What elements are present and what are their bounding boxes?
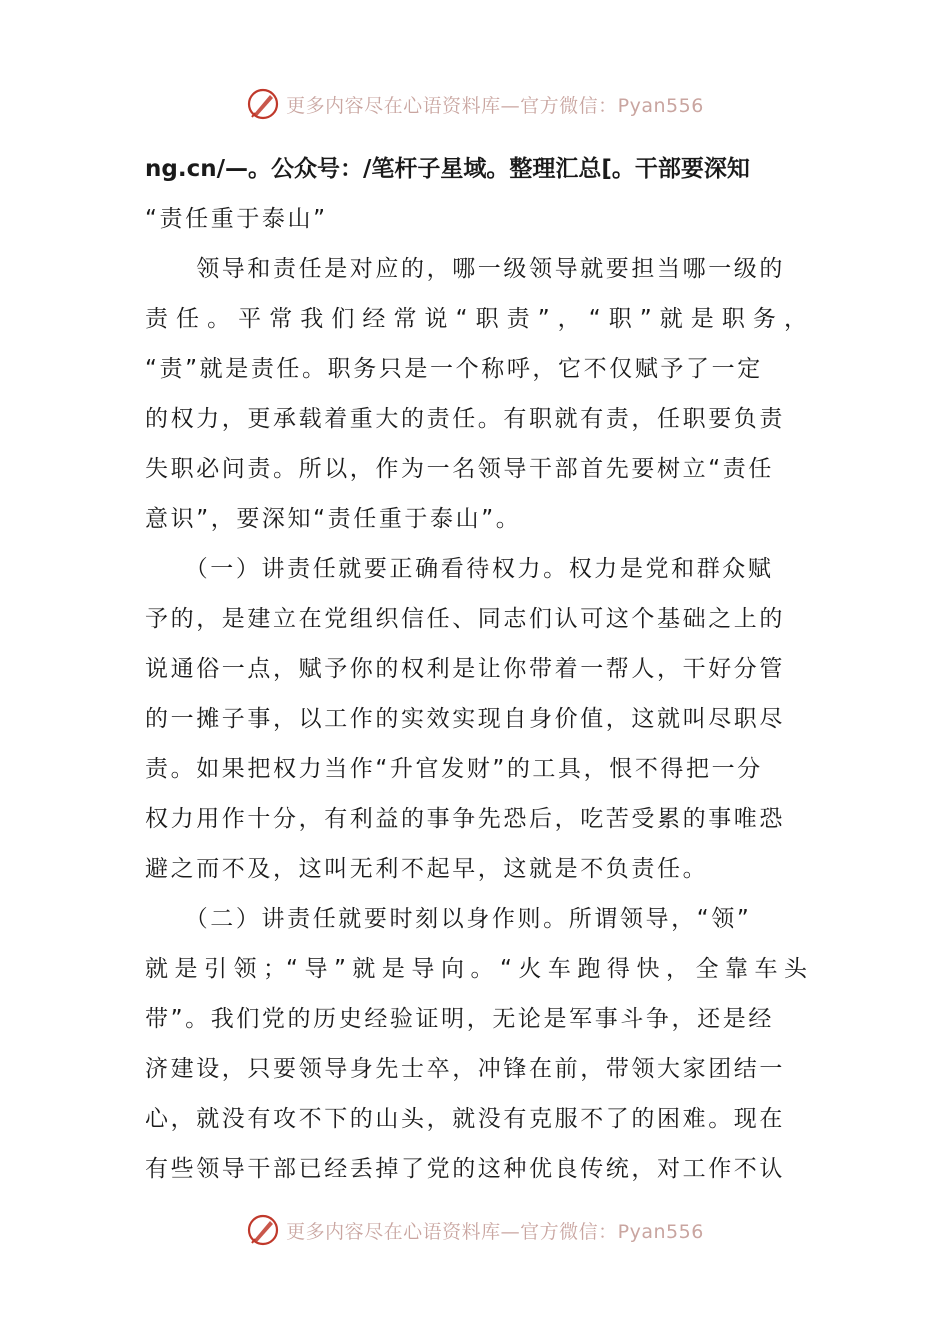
text-line: 责任。平常我们经常说“职责”，“职”就是职务， — [145, 306, 807, 332]
text-line: 权力用作十分，有利益的事争先恐后，吃苦受累的事唯恐 — [145, 806, 785, 832]
header-watermark — [0, 84, 950, 124]
text-line: 避之而不及，这叫无利不起早，这就是不负责任。 — [145, 856, 709, 882]
text-line: 心，就没有攻不下的山头，就没有克服不了的困难。现在 — [145, 1106, 785, 1132]
watermark-wechat-id: Pyan556 — [617, 94, 704, 117]
document-body — [145, 144, 807, 1194]
text-line: 带”。我们党的历史经验证明，无论是军事斗争，还是经 — [145, 1006, 774, 1032]
text-line: 的一摊子事，以工作的实效实现自身价值，这就叫尽职尽 — [145, 706, 785, 732]
text-line: 予的，是建立在党组织信任、同志们认可这个基础之上的 — [145, 606, 785, 632]
quill-pen-logo-icon — [246, 87, 280, 121]
text-line: 说通俗一点，赋予你的权利是让你带着一帮人，干好分管 — [145, 656, 785, 682]
footer-watermark — [0, 1210, 950, 1250]
text-line: 有些领导干部已经丢掉了党的这种优良传统，对工作不认 — [145, 1156, 785, 1182]
text-line: 济建设，只要领导身先士卒，冲锋在前，带领大家团结一 — [145, 1056, 785, 1082]
text-line: 的权力，更承载着重大的责任。有职就有责，任职要负责 — [145, 406, 785, 432]
text-line: （二）讲责任就要时刻以身作则。所谓领导，“领” — [145, 906, 752, 932]
text-line: ng.cn/—。公众号：/笔杆子星域。整理汇总[。干部要深知 — [145, 156, 750, 182]
watermark-wechat-id: Pyan556 — [617, 1220, 704, 1243]
text-line: “责”就是责任。职务只是一个称呼，它不仅赋予了一定 — [145, 356, 763, 382]
watermark-text: 更多内容尽在心语资料库—官方微信：Pyan556 — [286, 94, 704, 117]
quill-pen-logo-icon — [246, 1213, 280, 1247]
text-line: 责。如果把权力当作“升官发财”的工具，恨不得把一分 — [145, 756, 763, 782]
text-line: （一）讲责任就要正确看待权力。权力是党和群众赋 — [145, 556, 774, 582]
watermark-text: 更多内容尽在心语资料库—官方微信：Pyan556 — [286, 1220, 704, 1243]
text-line: 就是引领；“导”就是导向。“火车跑得快，全靠车头 — [145, 956, 807, 982]
text-line: “责任重于泰山” — [145, 206, 328, 232]
text-line: 失职必问责。所以，作为一名领导干部首先要树立“责任 — [145, 456, 774, 482]
text-line: 领导和责任是对应的，哪一级领导就要担当哪一级的 — [145, 256, 785, 282]
text-line: 意识”，要深知“责任重于泰山”。 — [145, 506, 522, 532]
